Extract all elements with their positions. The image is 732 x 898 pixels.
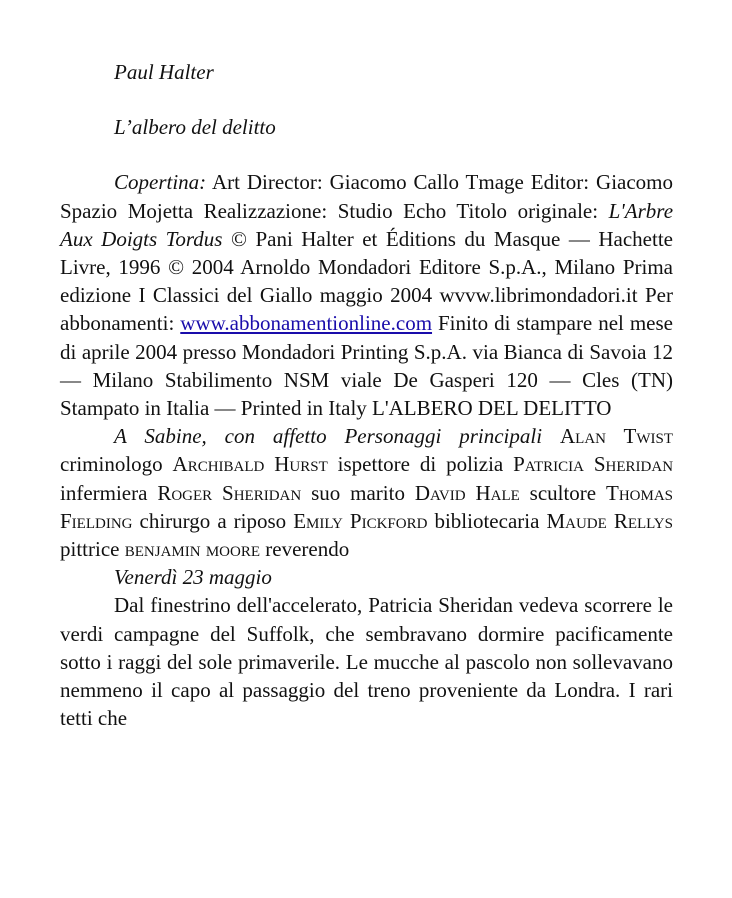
colophon-paragraph: [60, 168, 673, 422]
colophon-text-3: Finito di stampare nel mese di aprile 2004 presso Mondadori Printing S.p.A. via Bianca di Savoia 12 — Milano Stabilimento NSM viale De Gasperi 120 — Cles (TN) Stampato in Italia — Printed in Italy L'ALBERO DEL DELITTO: [60, 311, 673, 421]
chapter-date: Venerdì 23 maggio: [114, 565, 272, 590]
character-role: chirurgo a riposo: [139, 508, 287, 533]
original-title: L'Arbre Aux Doigts Tordus: [60, 198, 674, 251]
colophon-text-2: © Pani Halter et Éditions du Masque — Hachette Livre, 1996 © 2004 Arnoldo Mondadori Editore S.p.A., Milano Prima edizione I Classici del Giallo maggio 2004 wvvw.librimondadori.it Per abbonamenti:: [60, 226, 673, 336]
cover-label: Copertina:: [114, 170, 207, 195]
character-name: Patricia Sheridan: [513, 452, 674, 477]
colophon-text-1: Art Director: Giacomo Callo Tmage Editor: Giacomo Spazio Mojetta Realizzazione: Studio Echo Titolo originale:: [60, 170, 673, 223]
character-role: infermiera: [60, 480, 148, 505]
character-name: Archibald Hurst: [172, 452, 328, 477]
book-title: L’albero del delitto: [114, 115, 276, 140]
document-page: [60, 58, 673, 732]
subscription-link[interactable]: www.abbonamentionline.com: [180, 311, 433, 336]
character-name: Alan Twist: [559, 424, 673, 449]
character-role: bibliotecaria: [434, 508, 540, 533]
character-name: Thomas Fielding: [60, 480, 674, 533]
character-role: criminologo: [60, 452, 163, 477]
character-name: Emily Pickford: [293, 508, 428, 533]
character-role: suo marito: [311, 480, 405, 505]
character-name: David Hale: [414, 480, 520, 505]
character-role: ispettore di polizia: [337, 452, 504, 477]
character-role: reverendo: [265, 537, 350, 562]
character-name: benjamin moore: [124, 537, 260, 562]
character-name: Roger Sheridan: [157, 480, 302, 505]
character-name: Maude Rellys: [546, 508, 673, 533]
dedication-paragraph: [60, 422, 673, 563]
character-role: scultore: [529, 480, 597, 505]
dedication-intro: A Sabine, con affetto Personaggi principali: [114, 424, 543, 449]
author-name: Paul Halter: [114, 60, 214, 84]
character-role: pittrice: [60, 537, 120, 562]
chapter-body: Dal finestrino dell'accelerato, Patricia Sheridan vedeva scorrere le verdi campagne del Suffolk, che sembravano dormire pacificamente sotto i raggi del sole primaverile. Le mucche al pascolo non sollevavano nemmeno il capo al passaggio del treno proveniente da Londra. I rari tetti che: [60, 593, 673, 731]
